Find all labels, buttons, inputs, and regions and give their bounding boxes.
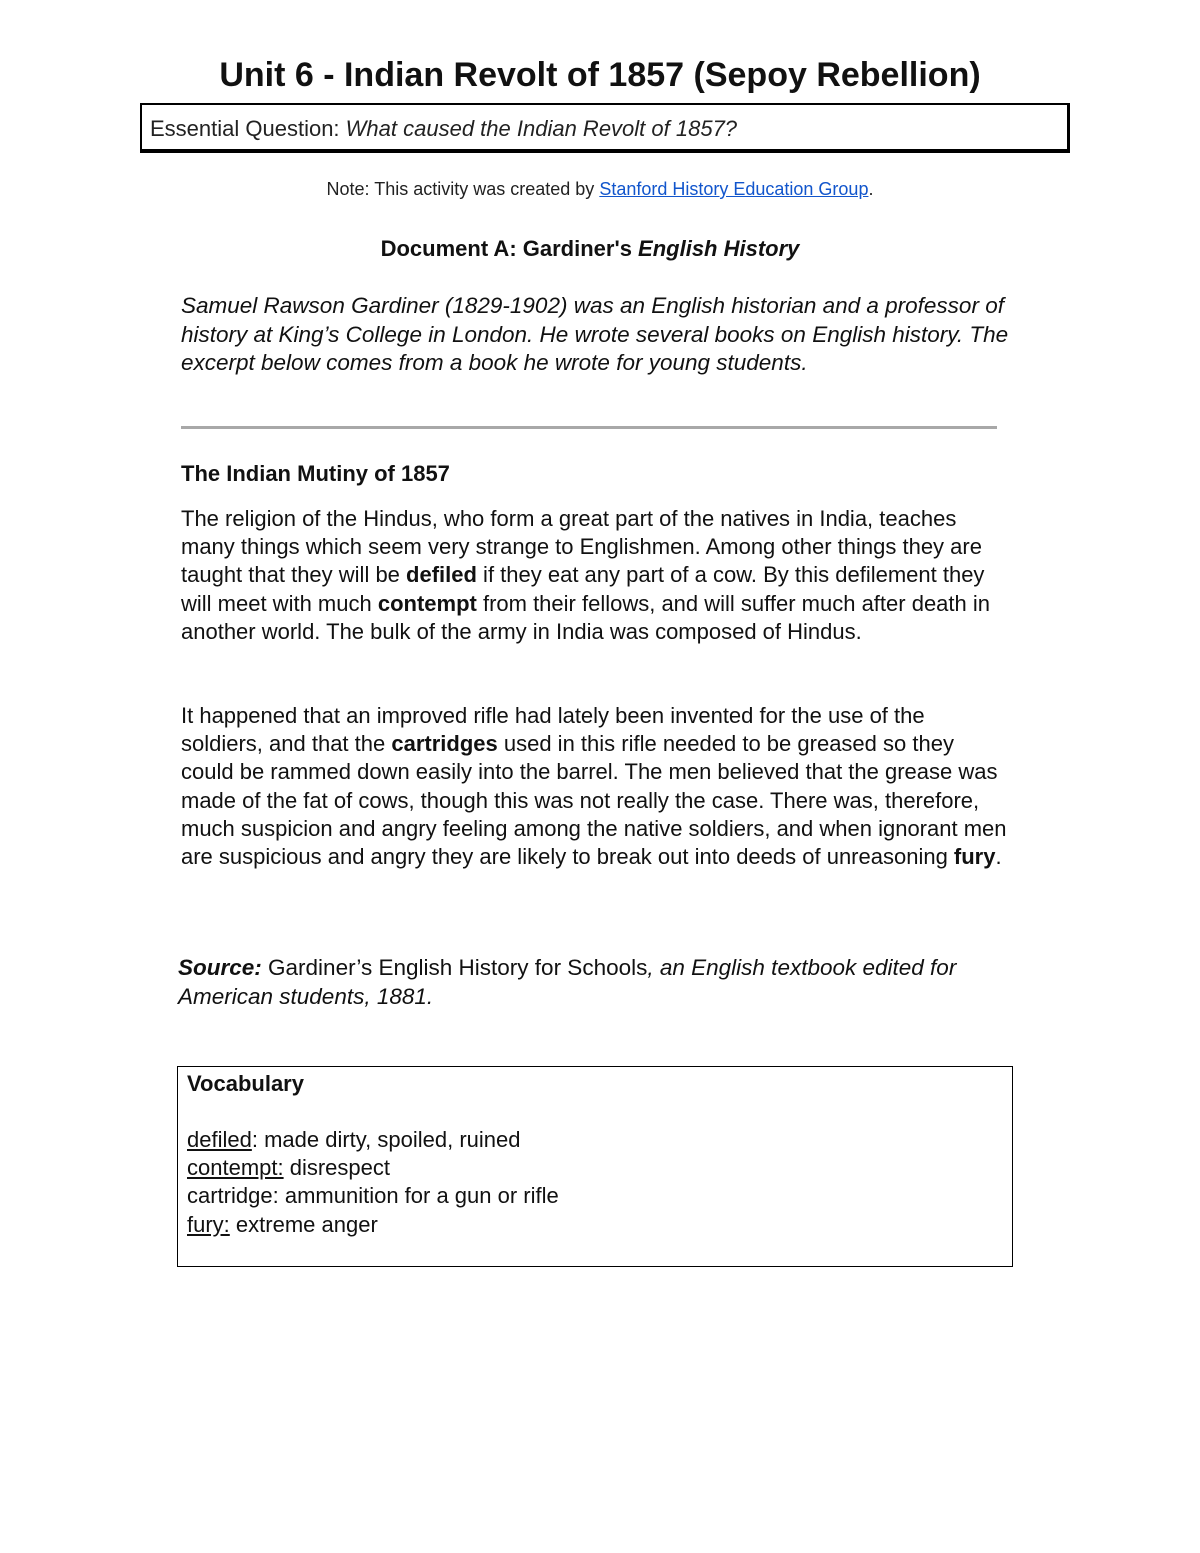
vocab-item bbox=[187, 1182, 559, 1210]
vocab-definition: extreme anger bbox=[235, 1211, 378, 1237]
p2-text-3: . bbox=[995, 844, 1002, 870]
attribution-note bbox=[0, 179, 1200, 200]
vocab-term: contempt: bbox=[187, 1155, 284, 1181]
p1-bold-defiled: defiled bbox=[406, 562, 477, 588]
excerpt-heading: The Indian Mutiny of 1857 bbox=[181, 461, 450, 486]
vocab-term: defiled bbox=[187, 1127, 252, 1152]
p2-bold-cartridges: cartridges bbox=[391, 731, 498, 757]
vocab-definition: ammunition for a gun or rifle bbox=[284, 1183, 559, 1209]
vocab-definition: made dirty, spoiled, ruined bbox=[264, 1127, 521, 1152]
vocab-item bbox=[187, 1211, 559, 1239]
source-label: Source: bbox=[178, 955, 262, 980]
document-heading-prefix: Document A: Gardiner's bbox=[380, 236, 639, 261]
vocab-item bbox=[187, 1154, 559, 1182]
p1-text-1: The religion of the Hindus, who form a great part of the natives in India, teaches many things which seem very strange to Englishmen. Among other things they are taught that they will be bbox=[181, 506, 982, 588]
note-prefix: Note: This activity was created by bbox=[326, 179, 600, 199]
essential-question-box bbox=[140, 103, 1070, 153]
vocabulary-list bbox=[187, 1126, 559, 1239]
vocab-item bbox=[187, 1126, 559, 1154]
essential-question bbox=[150, 116, 737, 142]
excerpt-paragraph-1 bbox=[181, 505, 1011, 646]
divider bbox=[181, 426, 997, 429]
document-heading bbox=[0, 236, 1180, 262]
vocabulary-box bbox=[177, 1066, 1013, 1267]
p1-text-3: from their fellows, and will suffer much after death in another world. The bulk of the army in India was composed of Hindus. bbox=[181, 590, 990, 644]
vocab-term: fury: bbox=[187, 1211, 230, 1237]
vocab-definition: disrespect bbox=[289, 1155, 391, 1181]
document-intro: Samuel Rawson Gardiner (1829-1902) was an English historian and a professor of history at King’s College in London. He wrote several books on English history. The excerpt below comes from a book he wrote for young students. bbox=[181, 293, 1009, 375]
vocab-term: cartridge: bbox=[187, 1183, 279, 1209]
essential-question-text: What caused the Indian Revolt of 1857? bbox=[345, 116, 738, 141]
essential-question-label: Essential Question: bbox=[150, 116, 346, 141]
p1-text-2: if they eat any part of a cow. By this defilement they will meet with much bbox=[181, 562, 985, 616]
source-description: , an English textbook edited for American students, 1881. bbox=[178, 955, 957, 1009]
page-title: Unit 6 - Indian Revolt of 1857 (Sepoy Rebellion) bbox=[219, 56, 981, 94]
excerpt-paragraph-2 bbox=[181, 702, 1011, 871]
source-work: Gardiner’s English History for Schools bbox=[261, 955, 648, 980]
p2-bold-fury: fury bbox=[953, 844, 996, 870]
p2-text-1: It happened that an improved rifle had lately been invented for the use of the soldiers, and that the bbox=[181, 703, 925, 757]
p2-text-2: used in this rifle needed to be greased so they could be rammed down easily into the barrel. The men believed that the grease was made of the fat of cows, though this was not really the case. There was, therefore, much suspicion and angry feeling among the native soldiers, and when ignorant men are suspicious and angry they are likely to break out into deeds of unreasoning bbox=[181, 731, 1007, 870]
p1-bold-contempt: contempt bbox=[377, 590, 477, 616]
source-citation bbox=[178, 954, 1018, 1011]
note-suffix: . bbox=[868, 179, 874, 199]
sheg-link[interactable]: Stanford History Education Group bbox=[599, 179, 869, 199]
vocabulary-title: Vocabulary bbox=[187, 1071, 304, 1096]
document-heading-title: English History bbox=[638, 236, 800, 261]
vocab-sep: : bbox=[251, 1127, 265, 1152]
